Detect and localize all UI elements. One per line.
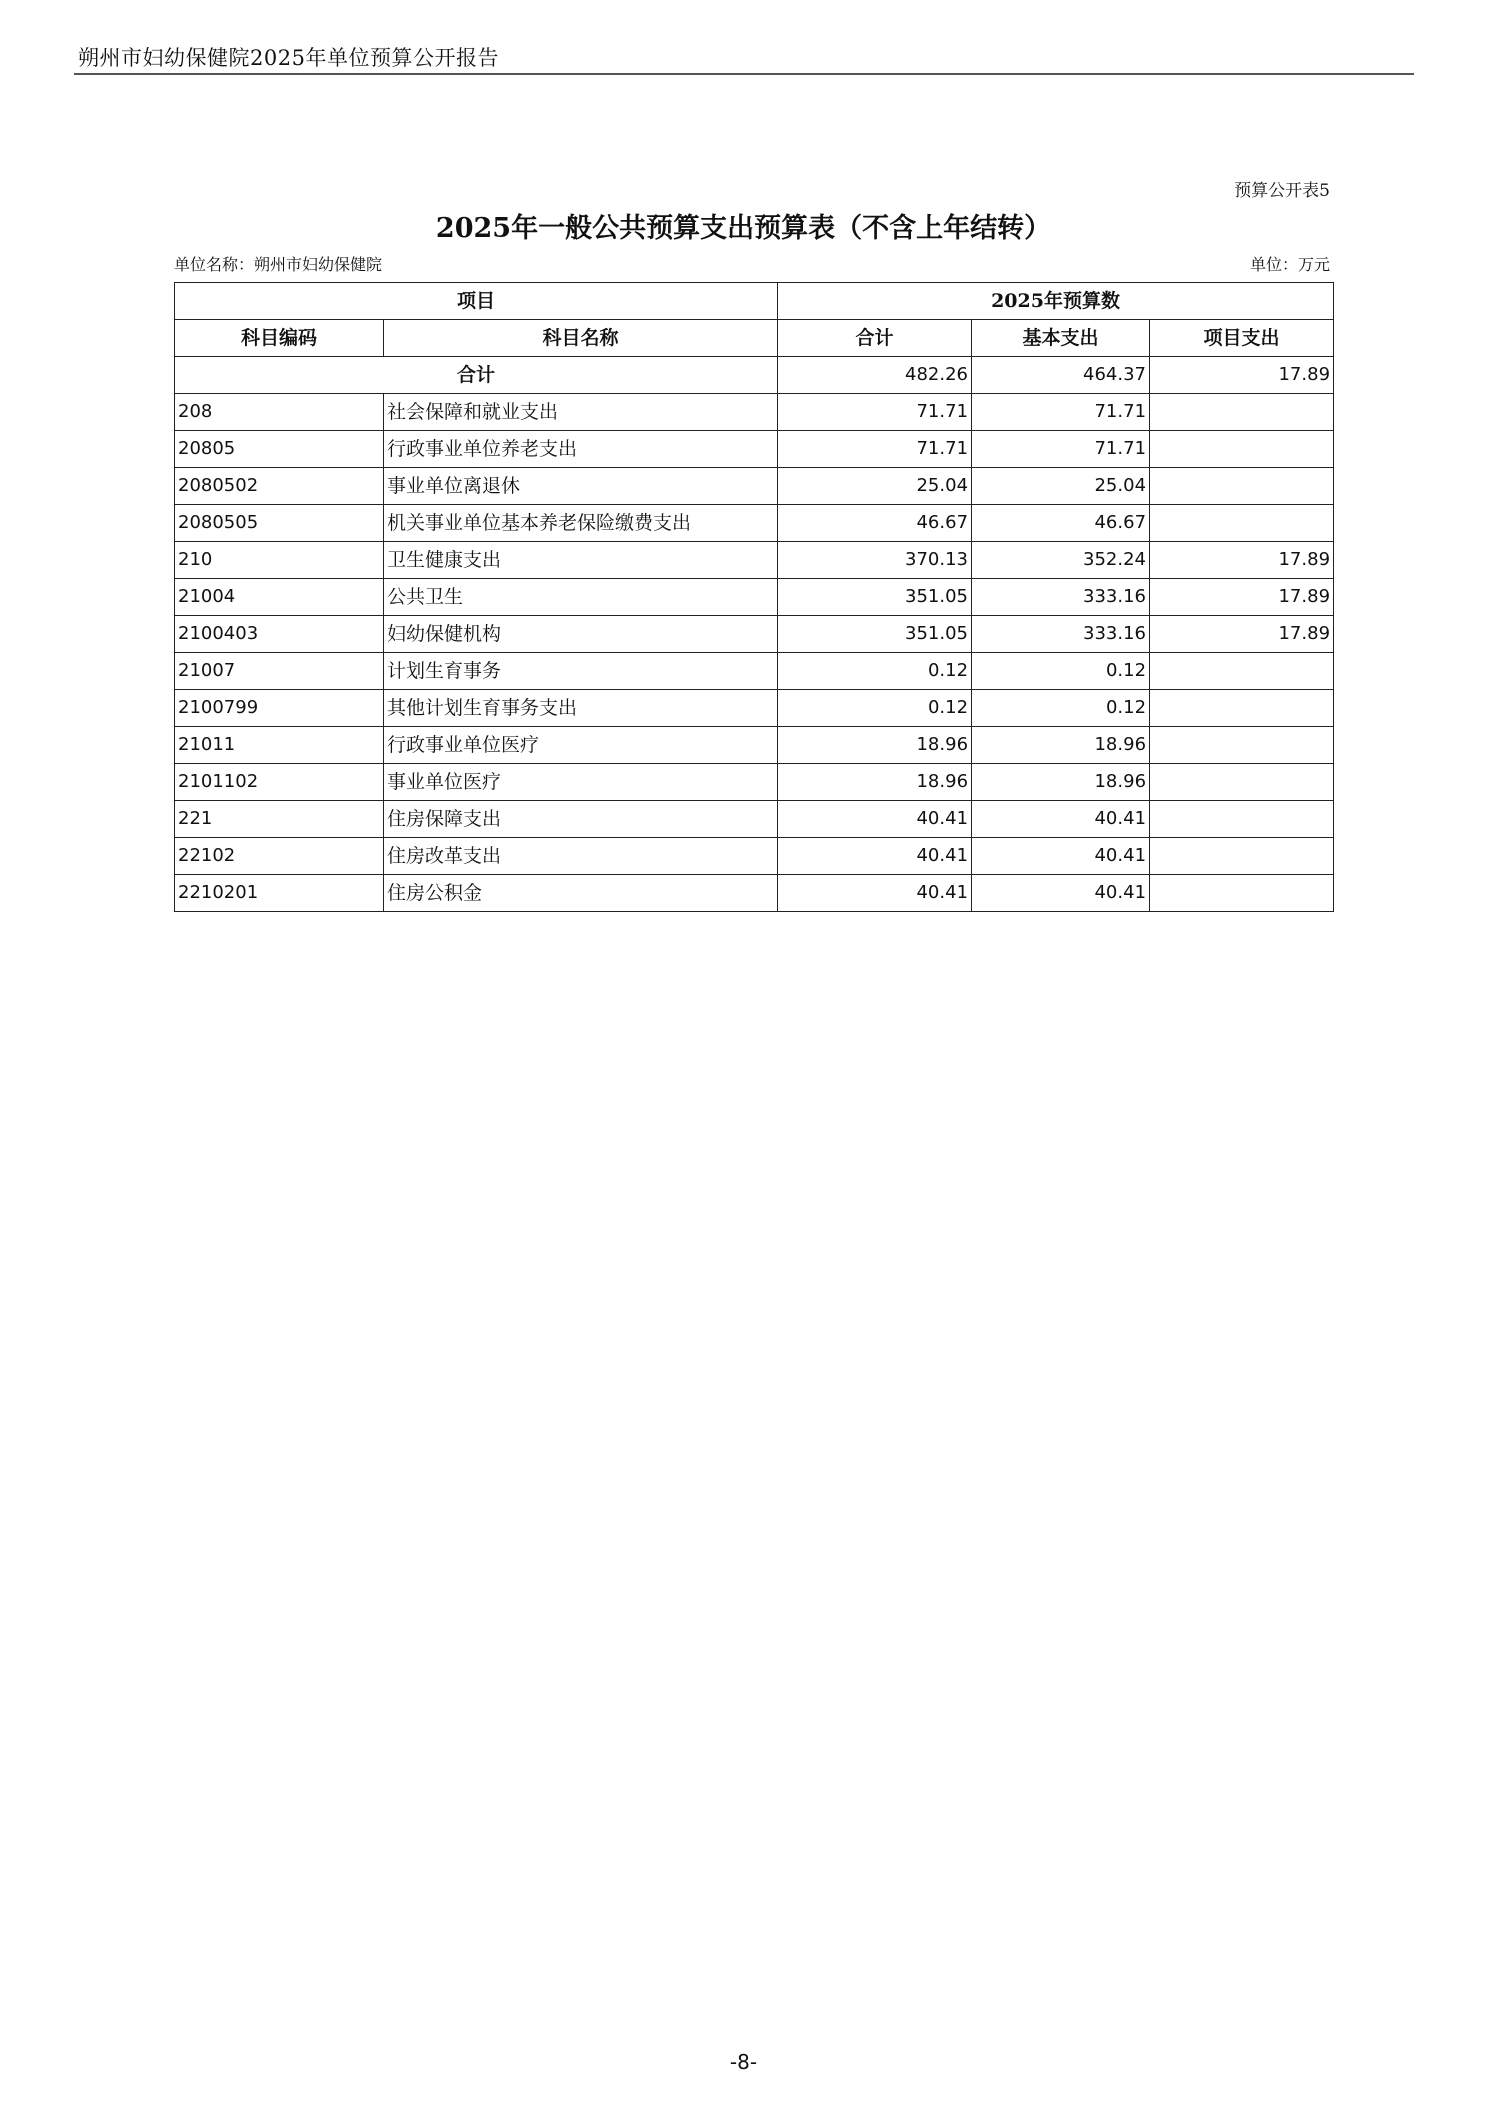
table-row: [175, 616, 1334, 653]
table-row: [175, 838, 1334, 875]
row-total: 18.96: [778, 764, 972, 801]
row-basic: 0.12: [972, 653, 1150, 690]
table-row: [175, 764, 1334, 801]
row-total: 71.71: [778, 394, 972, 431]
col-group-budget: 2025年预算数: [778, 283, 1334, 320]
header-row-columns: [175, 320, 1334, 357]
subject-code: 21007: [175, 653, 384, 690]
table-row: [175, 875, 1334, 912]
table-row: [175, 579, 1334, 616]
col-total: 合计: [778, 320, 972, 357]
subject-name: 住房保障支出: [384, 801, 778, 838]
row-total: 40.41: [778, 838, 972, 875]
row-basic: 71.71: [972, 394, 1150, 431]
subject-name: 事业单位离退休: [384, 468, 778, 505]
subject-name: 妇幼保健机构: [384, 616, 778, 653]
subject-name: 事业单位医疗: [384, 764, 778, 801]
table-number: 预算公开表5: [1234, 181, 1330, 201]
row-project: [1150, 875, 1334, 912]
table-row: [175, 727, 1334, 764]
table-row: [175, 801, 1334, 838]
row-total: 0.12: [778, 653, 972, 690]
table-row: [175, 394, 1334, 431]
budget-table: [174, 282, 1334, 912]
subject-code: 22102: [175, 838, 384, 875]
table-row: [175, 431, 1334, 468]
subject-name: 行政事业单位医疗: [384, 727, 778, 764]
subject-name: 住房公积金: [384, 875, 778, 912]
row-basic: 18.96: [972, 764, 1150, 801]
row-project: 17.89: [1150, 542, 1334, 579]
col-name: 科目名称: [384, 320, 778, 357]
row-basic: 25.04: [972, 468, 1150, 505]
subject-code: 2210201: [175, 875, 384, 912]
row-project: [1150, 653, 1334, 690]
row-total: 40.41: [778, 875, 972, 912]
row-project: 17.89: [1150, 579, 1334, 616]
row-project: 17.89: [1150, 616, 1334, 653]
row-total: 351.05: [778, 616, 972, 653]
row-project: [1150, 431, 1334, 468]
total-project: 17.89: [1150, 357, 1334, 394]
subject-name: 社会保障和就业支出: [384, 394, 778, 431]
subject-name: 行政事业单位养老支出: [384, 431, 778, 468]
header-row-group: [175, 283, 1334, 320]
row-basic: 18.96: [972, 727, 1150, 764]
subject-code: 221: [175, 801, 384, 838]
table-row: [175, 690, 1334, 727]
row-basic: 40.41: [972, 801, 1150, 838]
row-total: 46.67: [778, 505, 972, 542]
row-total: 351.05: [778, 579, 972, 616]
unit-label: 单位：万元: [1249, 255, 1330, 274]
row-project: [1150, 505, 1334, 542]
row-project: [1150, 727, 1334, 764]
total-basic: 464.37: [972, 357, 1150, 394]
row-total: 25.04: [778, 468, 972, 505]
row-total: 0.12: [778, 690, 972, 727]
row-project: [1150, 468, 1334, 505]
subject-code: 2100403: [175, 616, 384, 653]
row-project: [1150, 801, 1334, 838]
header-rule: [74, 73, 1414, 75]
subject-name: 卫生健康支出: [384, 542, 778, 579]
row-project: [1150, 838, 1334, 875]
total-value: 482.26: [778, 357, 972, 394]
subject-code: 2101102: [175, 764, 384, 801]
row-project: [1150, 690, 1334, 727]
unit-name: 单位名称：朔州市妇幼保健院: [174, 255, 383, 274]
row-basic: 0.12: [972, 690, 1150, 727]
page-number: -8-: [729, 2050, 758, 2074]
col-basic: 基本支出: [972, 320, 1150, 357]
subject-code: 21011: [175, 727, 384, 764]
document-title: 2025年一般公共预算支出预算表（不含上年结转）: [435, 213, 1052, 244]
row-total: 370.13: [778, 542, 972, 579]
subject-name: 公共卫生: [384, 579, 778, 616]
running-header: 朔州市妇幼保健院2025年单位预算公开报告: [78, 46, 499, 70]
row-basic: 40.41: [972, 838, 1150, 875]
subject-code: 2080502: [175, 468, 384, 505]
subject-name: 住房改革支出: [384, 838, 778, 875]
table-row: [175, 505, 1334, 542]
subject-code: 2100799: [175, 690, 384, 727]
table-row: [175, 542, 1334, 579]
subject-code: 210: [175, 542, 384, 579]
subject-code: 21004: [175, 579, 384, 616]
row-total: 40.41: [778, 801, 972, 838]
col-group-item: 项目: [175, 283, 778, 320]
col-code: 科目编码: [175, 320, 384, 357]
subject-name: 计划生育事务: [384, 653, 778, 690]
row-basic: 333.16: [972, 616, 1150, 653]
subject-name: 机关事业单位基本养老保险缴费支出: [384, 505, 778, 542]
row-project: [1150, 394, 1334, 431]
subject-code: 20805: [175, 431, 384, 468]
row-total: 71.71: [778, 431, 972, 468]
row-total: 18.96: [778, 727, 972, 764]
subject-code: 208: [175, 394, 384, 431]
total-label: 合计: [175, 357, 778, 394]
row-project: [1150, 764, 1334, 801]
table-row: [175, 468, 1334, 505]
subject-code: 2080505: [175, 505, 384, 542]
unit-line: [174, 252, 1330, 275]
subject-name: 其他计划生育事务支出: [384, 690, 778, 727]
row-basic: 40.41: [972, 875, 1150, 912]
row-basic: 333.16: [972, 579, 1150, 616]
total-row: [175, 357, 1334, 394]
col-project: 项目支出: [1150, 320, 1334, 357]
row-basic: 46.67: [972, 505, 1150, 542]
table-row: [175, 653, 1334, 690]
row-basic: 352.24: [972, 542, 1150, 579]
row-basic: 71.71: [972, 431, 1150, 468]
